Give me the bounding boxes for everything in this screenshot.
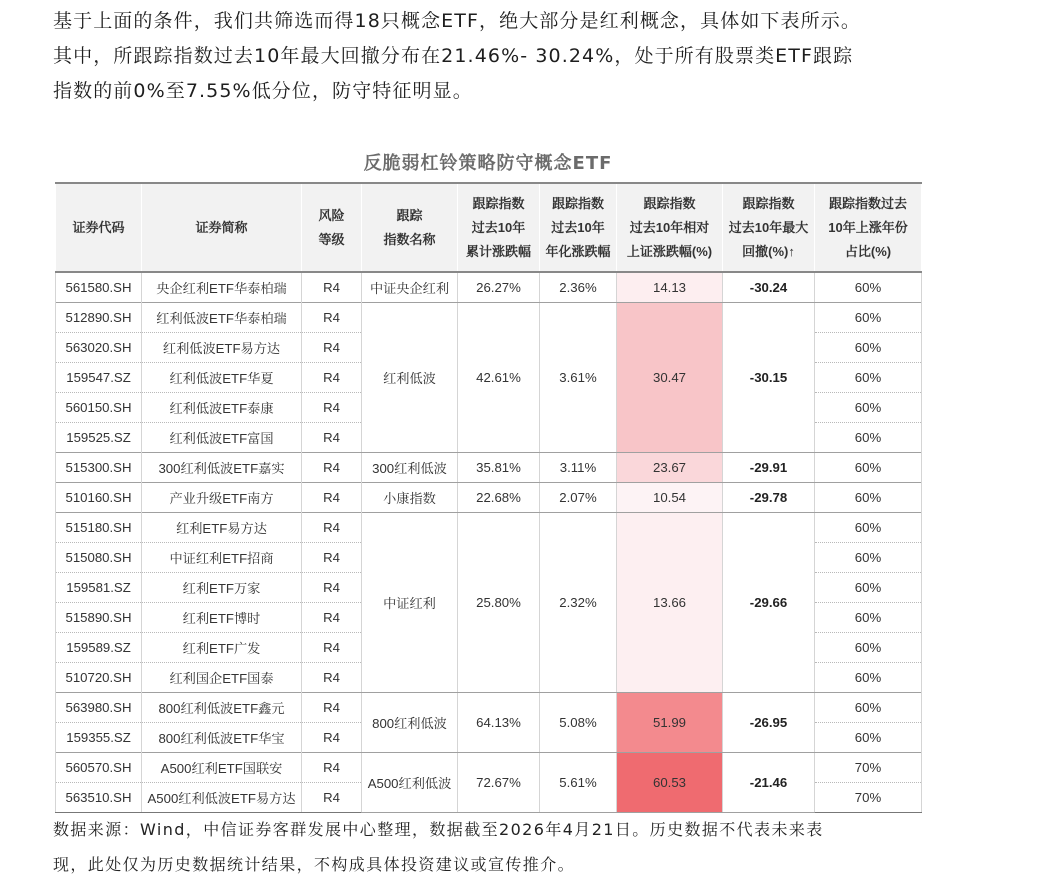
cell-code: 159581.SZ: [56, 573, 142, 603]
cell-name: 红利低波ETF富国: [142, 423, 302, 453]
cell-index: 中证央企红利: [362, 272, 458, 303]
cell-up-ratio: 60%: [815, 333, 922, 363]
cell-name: 红利低波ETF华泰柏瑞: [142, 303, 302, 333]
cell-name: 红利ETF易方达: [142, 513, 302, 543]
intro-line-3: 指数的前0%至7.55%低分位，防守特征明显。: [53, 80, 473, 102]
table-row: [56, 303, 922, 333]
cell-risk: R4: [302, 423, 362, 453]
cell-rel: 60.53: [617, 753, 723, 813]
header-risk: 风险 等级: [302, 183, 362, 272]
cell-up-ratio: 60%: [815, 633, 922, 663]
cell-code: 159355.SZ: [56, 723, 142, 753]
cell-name: 红利低波ETF易方达: [142, 333, 302, 363]
cell-code: 515890.SH: [56, 603, 142, 633]
header-name: 证券简称: [142, 183, 302, 272]
cell-name: 红利ETF博时: [142, 603, 302, 633]
cell-code: 512890.SH: [56, 303, 142, 333]
cell-risk: R4: [302, 272, 362, 303]
cell-cum: 25.80%: [458, 513, 540, 693]
cell-cum: 26.27%: [458, 272, 540, 303]
cell-mdd: -30.15: [723, 303, 815, 453]
table-row: [56, 513, 922, 543]
cell-code: 510720.SH: [56, 663, 142, 693]
cell-mdd: -30.24: [723, 272, 815, 303]
cell-up-ratio: 70%: [815, 753, 922, 783]
cell-code: 515300.SH: [56, 453, 142, 483]
cell-up-ratio: 60%: [815, 483, 922, 513]
cell-name: 红利低波ETF华夏: [142, 363, 302, 393]
cell-name: 800红利低波ETF华宝: [142, 723, 302, 753]
cell-mdd: -29.78: [723, 483, 815, 513]
cell-name: 红利ETF广发: [142, 633, 302, 663]
cell-up-ratio: 60%: [815, 573, 922, 603]
cell-up-ratio: 60%: [815, 393, 922, 423]
header-cum10: 跟踪指数 过去10年 累计涨跌幅: [458, 183, 540, 272]
cell-up-ratio: 60%: [815, 272, 922, 303]
cell-name: 800红利低波ETF鑫元: [142, 693, 302, 723]
cell-code: 563510.SH: [56, 783, 142, 813]
cell-ann: 2.07%: [540, 483, 617, 513]
header-index: 跟踪 指数名称: [362, 183, 458, 272]
cell-ann: 3.11%: [540, 453, 617, 483]
cell-mdd: -29.91: [723, 453, 815, 483]
cell-risk: R4: [302, 363, 362, 393]
header-mdd10: 跟踪指数 过去10年最大 回撤(%)↑: [723, 183, 815, 272]
cell-up-ratio: 60%: [815, 513, 922, 543]
table-row: [56, 272, 922, 303]
cell-code: 563980.SH: [56, 693, 142, 723]
cell-risk: R4: [302, 783, 362, 813]
cell-rel: 51.99: [617, 693, 723, 753]
cell-mdd: -21.46: [723, 753, 815, 813]
cell-risk: R4: [302, 513, 362, 543]
cell-mdd: -29.66: [723, 513, 815, 693]
cell-index: A500红利低波: [362, 753, 458, 813]
cell-ann: 5.61%: [540, 753, 617, 813]
cell-up-ratio: 60%: [815, 543, 922, 573]
header-ann10: 跟踪指数 过去10年 年化涨跌幅: [540, 183, 617, 272]
cell-name: 红利低波ETF泰康: [142, 393, 302, 423]
intro-line-2: 其中，所跟踪指数过去10年最大回撤分布在21.46%- 30.24%，处于所有股票类ETF跟踪: [53, 45, 854, 67]
cell-name: A500红利低波ETF易方达: [142, 783, 302, 813]
cell-up-ratio: 60%: [815, 303, 922, 333]
cell-cum: 42.61%: [458, 303, 540, 453]
cell-up-ratio: 60%: [815, 363, 922, 393]
table-row: [56, 483, 922, 513]
footnote-line-1: 数据来源：Wind，中信证券客群发展中心整理，数据截至2026年4月21日。历史数据不代表未来表: [53, 820, 824, 839]
cell-up-ratio: 70%: [815, 783, 922, 813]
cell-code: 560150.SH: [56, 393, 142, 423]
cell-code: 515180.SH: [56, 513, 142, 543]
cell-code: 561580.SH: [56, 272, 142, 303]
cell-up-ratio: 60%: [815, 453, 922, 483]
intro-line-1: 基于上面的条件，我们共筛选而得18只概念ETF，绝大部分是红利概念，具体如下表所示。: [53, 10, 861, 32]
table-header-row: [56, 183, 922, 272]
cell-name: 红利国企ETF国泰: [142, 663, 302, 693]
cell-code: 159589.SZ: [56, 633, 142, 663]
cell-rel: 14.13: [617, 272, 723, 303]
cell-index: 800红利低波: [362, 693, 458, 753]
cell-rel: 10.54: [617, 483, 723, 513]
intro-paragraph: [53, 4, 933, 109]
cell-code: 510160.SH: [56, 483, 142, 513]
cell-name: 央企红利ETF华泰柏瑞: [142, 272, 302, 303]
table-row: [56, 753, 922, 783]
cell-name: A500红利ETF国联安: [142, 753, 302, 783]
cell-code: 560570.SH: [56, 753, 142, 783]
header-up10: 跟踪指数过去 10年上涨年份 占比(%): [815, 183, 922, 272]
table-row: [56, 693, 922, 723]
footnote: [53, 812, 928, 882]
cell-rel: 13.66: [617, 513, 723, 693]
cell-up-ratio: 60%: [815, 423, 922, 453]
table-body: [56, 272, 922, 813]
cell-code: 563020.SH: [56, 333, 142, 363]
cell-index: 小康指数: [362, 483, 458, 513]
cell-up-ratio: 60%: [815, 663, 922, 693]
cell-risk: R4: [302, 333, 362, 363]
table-title: 反脆弱杠铃策略防守概念ETF: [363, 153, 613, 174]
cell-risk: R4: [302, 453, 362, 483]
cell-code: 515080.SH: [56, 543, 142, 573]
header-rel10: 跟踪指数 过去10年相对 上证涨跌幅(%): [617, 183, 723, 272]
header-code: 证券代码: [56, 183, 142, 272]
cell-cum: 35.81%: [458, 453, 540, 483]
cell-code: 159547.SZ: [56, 363, 142, 393]
cell-name: 红利ETF万家: [142, 573, 302, 603]
cell-code: 159525.SZ: [56, 423, 142, 453]
cell-risk: R4: [302, 483, 362, 513]
cell-rel: 30.47: [617, 303, 723, 453]
table-row: [56, 453, 922, 483]
cell-risk: R4: [302, 633, 362, 663]
cell-mdd: -26.95: [723, 693, 815, 753]
cell-cum: 72.67%: [458, 753, 540, 813]
footnote-line-2: 现，此处仅为历史数据统计结果，不构成具体投资建议或宣传推介。: [53, 855, 576, 874]
cell-risk: R4: [302, 753, 362, 783]
cell-name: 产业升级ETF南方: [142, 483, 302, 513]
cell-risk: R4: [302, 693, 362, 723]
cell-name: 300红利低波ETF嘉实: [142, 453, 302, 483]
cell-index: 红利低波: [362, 303, 458, 453]
cell-rel: 23.67: [617, 453, 723, 483]
cell-risk: R4: [302, 393, 362, 423]
cell-risk: R4: [302, 303, 362, 333]
cell-risk: R4: [302, 723, 362, 753]
cell-up-ratio: 60%: [815, 603, 922, 633]
cell-cum: 22.68%: [458, 483, 540, 513]
cell-ann: 2.32%: [540, 513, 617, 693]
cell-index: 300红利低波: [362, 453, 458, 483]
etf-table: [55, 182, 922, 813]
cell-index: 中证红利: [362, 513, 458, 693]
cell-ann: 5.08%: [540, 693, 617, 753]
cell-risk: R4: [302, 603, 362, 633]
cell-ann: 3.61%: [540, 303, 617, 453]
cell-name: 中证红利ETF招商: [142, 543, 302, 573]
cell-risk: R4: [302, 573, 362, 603]
cell-risk: R4: [302, 543, 362, 573]
cell-risk: R4: [302, 663, 362, 693]
cell-up-ratio: 60%: [815, 693, 922, 723]
cell-ann: 2.36%: [540, 272, 617, 303]
cell-cum: 64.13%: [458, 693, 540, 753]
cell-up-ratio: 60%: [815, 723, 922, 753]
